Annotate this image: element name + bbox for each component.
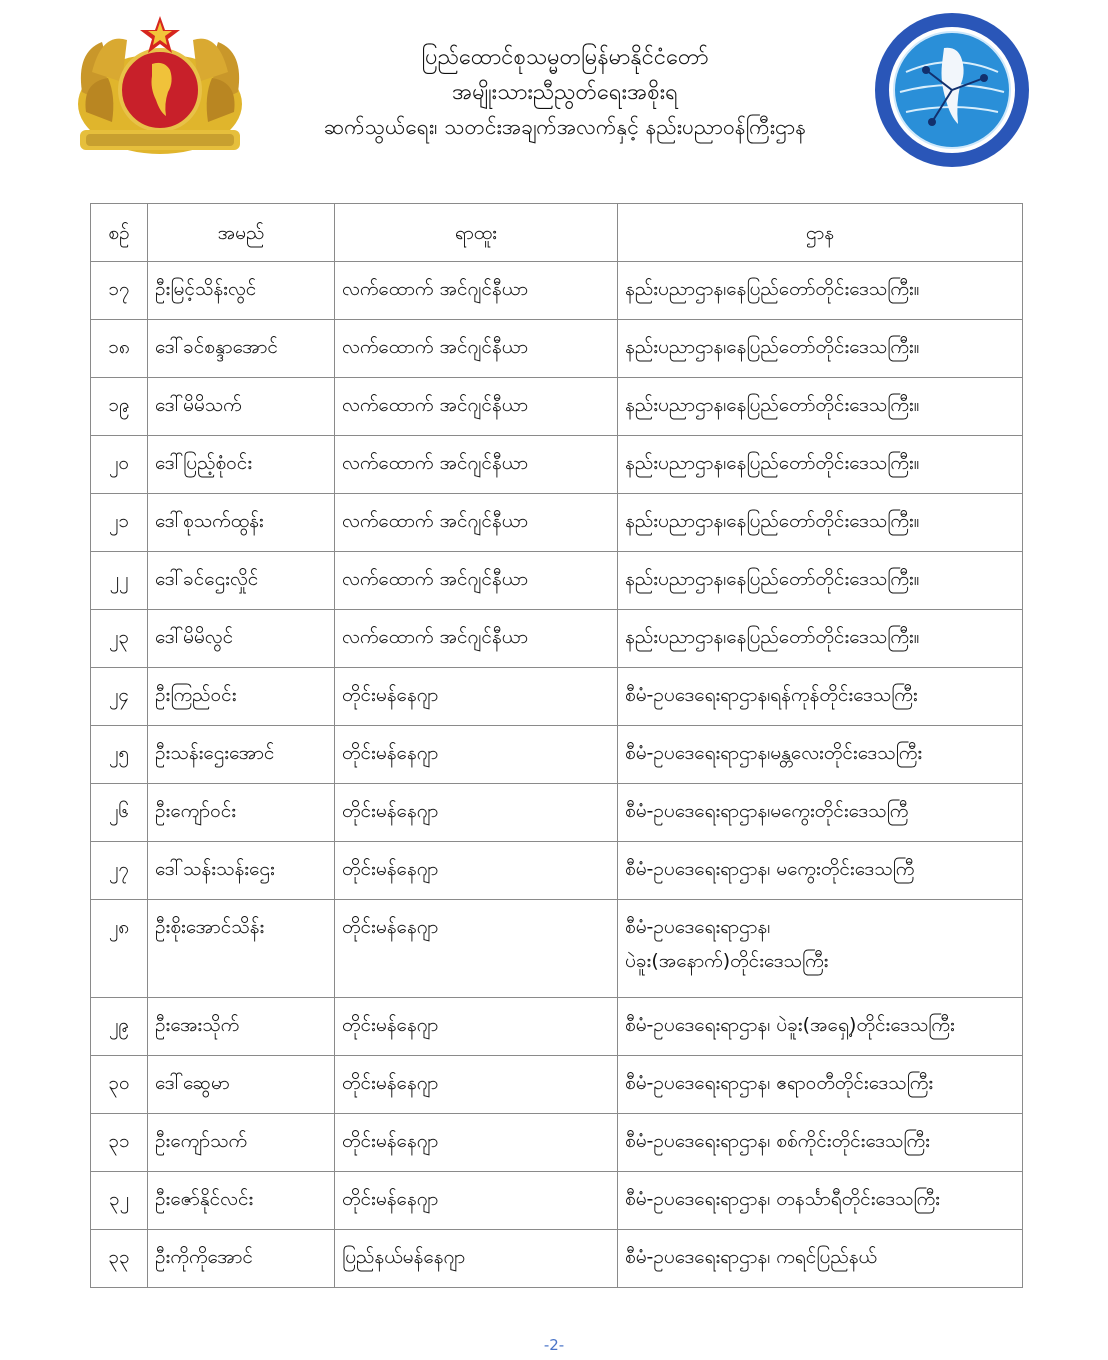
cell-department: စီမံ-ဥပဒေရေးရာဌာန၊ ကရင်ပြည်နယ် [618,1230,1023,1288]
cell-position: တိုင်းမန်နေဂျာ [335,726,618,784]
cell-name: ဦးစိုးအောင်သိန်း [148,900,335,998]
cell-department: နည်းပညာဌာန၊နေပြည်တော်တိုင်းဒေသကြီး။ [618,262,1023,320]
cell-position: တိုင်းမန်နေဂျာ [335,842,618,900]
cell-name: ဒေါ်ခင်ဌေးလှိုင် [148,552,335,610]
table-row [91,494,1023,552]
department-line: ပဲခူး(အနောက်)တိုင်းဒေသကြီး [625,950,829,972]
cell-serial: ၂၀ [91,436,148,494]
cell-department: နည်းပညာဌာန၊နေပြည်တော်တိုင်းဒေသကြီး။ [618,494,1023,552]
header-position: ရာထူး [335,204,618,262]
cell-serial: ၂၁ [91,494,148,552]
cell-name: ဒေါ်စုသက်ထွန်း [148,494,335,552]
cell-position: လက်ထောက် အင်ဂျင်နီယာ [335,610,618,668]
state-emblem-icon [72,12,248,160]
cell-serial: ၁၉ [91,378,148,436]
cell-position: လက်ထောက် အင်ဂျင်နီယာ [335,552,618,610]
document-header [0,0,1108,190]
table-row [91,1230,1023,1288]
cell-department: စီမံ-ဥပဒေရေးရာဌာန၊ တနင်္သာရီတိုင်းဒေသကြီး [618,1172,1023,1230]
cell-department: နည်းပညာဌာန၊နေပြည်တော်တိုင်းဒေသကြီး။ [618,436,1023,494]
cell-serial: ၃၁ [91,1114,148,1172]
cell-position: တိုင်းမန်နေဂျာ [335,784,618,842]
table-row [91,668,1023,726]
cell-name: ဦးကြည်ဝင်း [148,668,335,726]
table-row [91,784,1023,842]
cell-position: တိုင်းမန်နေဂျာ [335,900,618,998]
cell-department: စီမံ-ဥပဒေရေးရာဌာန၊ရန်ကုန်တိုင်းဒေသကြီး [618,668,1023,726]
cell-name: ဦးကျော်သက် [148,1114,335,1172]
table-row [91,1114,1023,1172]
cell-department: စီမံ-ဥပဒေရေးရာဌာန၊ ဧရာဝတီတိုင်းဒေသကြီး [618,1056,1023,1114]
cell-position: တိုင်းမန်နေဂျာ [335,1056,618,1114]
header-line-ministry: ဆက်သွယ်ရေး၊ သတင်းအချက်အလက်နှင့် နည်းပညာဝန်ကြီးဌာန [323,115,807,139]
cell-name: ဒေါ်ပြည့်စုံဝင်း [148,436,335,494]
cell-serial: ၃၂ [91,1172,148,1230]
cell-name: ဦးကိုကိုအောင် [148,1230,335,1288]
header-line-country: ပြည်ထောင်စုသမ္မတမြန်မာနိုင်ငံတော် [421,45,709,70]
table-row [91,998,1023,1056]
ministry-globe-logo-icon [866,12,1038,168]
table-row [91,378,1023,436]
cell-department: စီမံ-ဥပဒေရေးရာဌာန၊ မကွေးတိုင်းဒေသကြီ [618,842,1023,900]
table-row [91,262,1023,320]
table-row [91,320,1023,378]
cell-department: နည်းပညာဌာန၊နေပြည်တော်တိုင်းဒေသကြီး။ [618,320,1023,378]
cell-department: စီမံ-ဥပဒေရေးရာဌာန၊မန္တလေးတိုင်းဒေသကြီး [618,726,1023,784]
cell-name: ဒေါ်မိမိသက် [148,378,335,436]
cell-serial: ၂၇ [91,842,148,900]
cell-position: လက်ထောက် အင်ဂျင်နီယာ [335,436,618,494]
cell-position: လက်ထောက် အင်ဂျင်နီယာ [335,494,618,552]
table-row [91,436,1023,494]
table-row [91,842,1023,900]
cell-serial: ၁၇ [91,262,148,320]
cell-serial: ၂၃ [91,610,148,668]
cell-serial: ၃၀ [91,1056,148,1114]
header-serial: စဉ် [91,204,148,262]
cell-name: ဦးသန်းဌေးအောင် [148,726,335,784]
cell-position: တိုင်းမန်နေဂျာ [335,668,618,726]
header-titles [270,40,860,145]
cell-name: ဦးအေးသိုက် [148,998,335,1056]
cell-name: ဒေါ်မိမိလွင် [148,610,335,668]
table-row [91,900,1023,998]
cell-serial: ၂၆ [91,784,148,842]
cell-department: နည်းပညာဌာန၊နေပြည်တော်တိုင်းဒေသကြီး။ [618,378,1023,436]
cell-position: လက်ထောက် အင်ဂျင်နီယာ [335,262,618,320]
table-row [91,726,1023,784]
table-row [91,1056,1023,1114]
department-line: စီမံ-ဥပဒေရေးရာဌာန၊ [625,916,771,938]
page-number: -2- [543,1336,565,1354]
table-row [91,610,1023,668]
table-header-row [91,204,1023,262]
cell-name: ဦးမြင့်သိန်းလွင် [148,262,335,320]
table-row [91,1172,1023,1230]
cell-serial: ၃၃ [91,1230,148,1288]
cell-serial: ၂၉ [91,998,148,1056]
cell-position: လက်ထောက် အင်ဂျင်နီယာ [335,378,618,436]
cell-name: ဒေါ်ဆွေမာ [148,1056,335,1114]
cell-position: လက်ထောက် အင်ဂျင်နီယာ [335,320,618,378]
cell-serial: ၂၈ [91,900,148,998]
cell-department [618,900,1023,998]
staff-table [90,203,1023,1288]
cell-position: တိုင်းမန်နေဂျာ [335,998,618,1056]
cell-department: နည်းပညာဌာန၊နေပြည်တော်တိုင်းဒေသကြီး။ [618,552,1023,610]
cell-department: စီမံ-ဥပဒေရေးရာဌာန၊ စစ်ကိုင်းတိုင်းဒေသကြီး [618,1114,1023,1172]
cell-position: တိုင်းမန်နေဂျာ [335,1114,618,1172]
cell-serial: ၂၂ [91,552,148,610]
cell-name: ဒေါ်သန်းသန်းဌေး [148,842,335,900]
cell-name: ဦးဇော်နိုင်လင်း [148,1172,335,1230]
cell-serial: ၂၄ [91,668,148,726]
cell-serial: ၁၈ [91,320,148,378]
cell-serial: ၂၅ [91,726,148,784]
header-line-government: အမျိုးသားညီညွတ်ရေးအစိုးရ [452,80,678,105]
cell-position: ပြည်နယ်မန်နေဂျာ [335,1230,618,1288]
header-department: ဌာန [618,204,1023,262]
cell-department: စီမံ-ဥပဒေရေးရာဌာန၊မကွေးတိုင်းဒေသကြီ [618,784,1023,842]
cell-department: စီမံ-ဥပဒေရေးရာဌာန၊ ပဲခူး(အရှေ့)တိုင်းဒေသကြီး [618,998,1023,1056]
table-row [91,552,1023,610]
cell-name: ဒေါ်ခင်စန္ဒာအောင် [148,320,335,378]
cell-position: တိုင်းမန်နေဂျာ [335,1172,618,1230]
cell-name: ဦးကျော်ဝင်း [148,784,335,842]
cell-department: နည်းပညာဌာန၊နေပြည်တော်တိုင်းဒေသကြီး။ [618,610,1023,668]
header-name: အမည် [148,204,335,262]
